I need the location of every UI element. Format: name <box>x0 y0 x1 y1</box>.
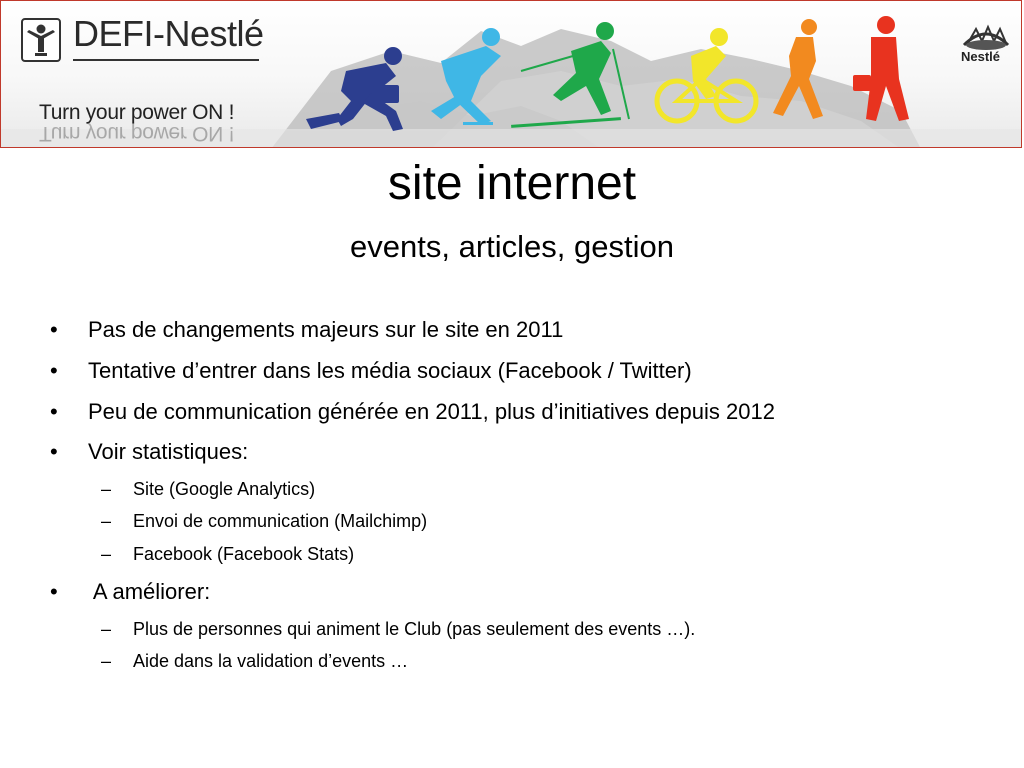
sub-bullet-text: Envoi de communication (Mailchimp) <box>133 511 428 531</box>
sub-bullet-text: Facebook (Facebook Stats) <box>133 544 355 564</box>
slide-subtitle: events, articles, gestion <box>350 229 674 264</box>
dash-marker: – <box>101 619 112 639</box>
brand-name: DEFI-Nestlé <box>73 13 264 54</box>
bullet-marker: • <box>50 439 58 464</box>
bullet-marker: • <box>50 579 58 604</box>
slide-title: site internet <box>387 157 637 210</box>
bullet-text: Voir statistiques: <box>88 439 249 464</box>
bullet-text: Peu de communication générée en 2011, plus d’initiatives depuis 2012 <box>88 399 775 424</box>
dash-marker: – <box>101 651 112 671</box>
sub-bullet-text: Plus de personnes qui animent le Club (pas seulement des events …). <box>133 619 696 639</box>
nestle-wordmark: Nestlé <box>961 49 1001 64</box>
dash-marker: – <box>101 511 112 531</box>
bullet-marker: • <box>50 399 58 424</box>
dash-marker: – <box>101 544 112 564</box>
tagline: Turn your power ON ! <box>39 101 235 124</box>
bullet-text: A améliorer: <box>88 579 211 604</box>
tagline-reflection: Turn your power ON ! <box>39 122 235 145</box>
bullet-text: Pas de changements majeurs sur le site en 2011 <box>88 317 564 342</box>
bullet-text: Tentative d’entrer dans les média sociaux (Facebook / Twitter) <box>88 358 692 383</box>
dash-marker: – <box>101 479 112 499</box>
sub-bullet-text: Aide dans la validation d’events … <box>133 651 409 671</box>
bullet-marker: • <box>50 317 58 342</box>
sub-bullet-text: Site (Google Analytics) <box>133 479 316 499</box>
bullet-marker: • <box>50 358 58 383</box>
